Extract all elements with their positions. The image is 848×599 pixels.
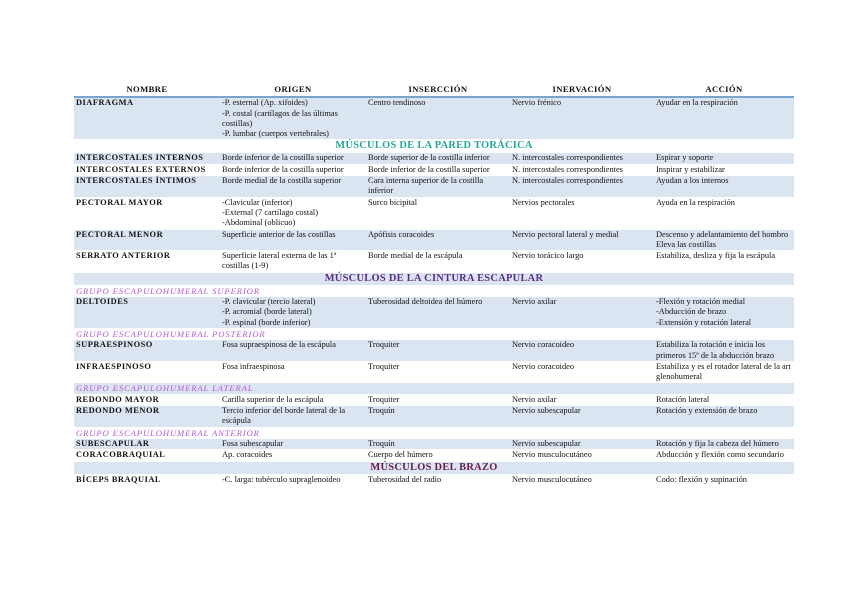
cell-inervacion: N. intercostales correspondientes [510, 176, 654, 198]
origen-line: Borde inferior de la costilla superior [222, 164, 344, 174]
cell-nombre: SERRATO ANTERIOR [74, 251, 220, 273]
cell-accion [654, 361, 794, 383]
cell-inervacion: Nervio pectoral lateral y medial [510, 229, 654, 251]
accion-line: Ayudar en la respiración [656, 98, 738, 108]
cell-origen [220, 474, 366, 485]
section-heading [74, 461, 794, 474]
cell-nombre: BÍCEPS BRAQUIAL [74, 474, 220, 485]
table-row [74, 474, 794, 485]
group-title: GRUPO ESCAPULOHUMERAL ANTERIOR [74, 427, 794, 438]
accion-line: Ayudan a los internos [656, 176, 729, 186]
cell-origen [220, 197, 366, 229]
group-title: GRUPO ESCAPULOHUMERAL LATERAL [74, 383, 794, 394]
cell-insercion: Cara interna superior de la costilla inferior [366, 176, 510, 198]
cell-accion [654, 450, 794, 461]
section-title: MÚSCULOS DE LA CINTURA ESCAPULAR [74, 272, 794, 285]
origen-line: Fosa supraespinosa de la escápula [222, 340, 336, 350]
cell-origen [220, 361, 366, 383]
accion-line: Estabiliza la rotación e inicia los primeros 15º de la abducción brazo [656, 340, 775, 360]
cell-origen [220, 176, 366, 198]
cell-inervacion: Nervio musculocutáneo [510, 474, 654, 485]
cell-accion [654, 438, 794, 449]
cell-accion [654, 229, 794, 251]
origen-line: -Clavicular (inferior) [222, 197, 293, 207]
cell-nombre: INTERCOSTALES INTERNOS [74, 153, 220, 164]
cell-origen [220, 251, 366, 273]
section-heading [74, 140, 794, 153]
table-row [74, 229, 794, 251]
muscle-table [74, 82, 794, 486]
cell-origen [220, 340, 366, 362]
accion-line: -Abducción de brazo [656, 307, 727, 317]
accion-line: Rotación y extensión de brazo [656, 406, 758, 416]
origen-line: Ap. coracoides [222, 450, 273, 460]
cell-inervacion: Nervio axilar [510, 394, 654, 405]
accion-line: -Flexión y rotación medial [656, 297, 746, 307]
origen-line: -C. larga: tubérculo supraglenoideo [222, 474, 341, 484]
origen-line: -Abdominal (oblicuo) [222, 218, 296, 228]
cell-insercion: Troquín [366, 406, 510, 428]
cell-nombre: REDONDO MENOR [74, 406, 220, 428]
cell-accion [654, 197, 794, 229]
cell-nombre: SUPRAESPINOSO [74, 340, 220, 362]
table-row [74, 97, 794, 140]
cell-accion [654, 394, 794, 405]
cell-nombre: PECTORAL MAYOR [74, 197, 220, 229]
cell-insercion: Apófisis coracoides [366, 229, 510, 251]
table-row [74, 438, 794, 449]
origen-line: -External (7 cartílago costal) [222, 207, 319, 217]
cell-accion [654, 474, 794, 485]
cell-insercion: Borde inferior de la costilla superior [366, 164, 510, 175]
cell-origen [220, 394, 366, 405]
cell-accion [654, 176, 794, 198]
origen-line: Fosa infraespinosa [222, 361, 285, 371]
cell-inervacion: Nervio torácico largo [510, 251, 654, 273]
cell-insercion: Troquiter [366, 394, 510, 405]
cell-insercion: Surco bicipital [366, 197, 510, 229]
origen-line: Tercio inferior del borde lateral de la escápula [222, 406, 346, 426]
cell-insercion: Tuberosidad deltoidea del húmero [366, 297, 510, 329]
cell-origen [220, 438, 366, 449]
group-title: GRUPO ESCAPULOHUMERAL SUPERIOR [74, 285, 794, 296]
table-row [74, 406, 794, 428]
group-heading [74, 427, 794, 438]
cell-nombre: CORACOBRAQUIAL [74, 450, 220, 461]
cell-nombre: INTERCOSTALES ÍNTIMOS [74, 176, 220, 198]
cell-accion [654, 153, 794, 164]
cell-nombre: DIAFRAGMA [74, 97, 220, 140]
header-row [74, 82, 794, 97]
accion-line: -Extensión y rotación lateral [656, 317, 752, 327]
cell-inervacion: Nervio coracoideo [510, 340, 654, 362]
cell-accion [654, 97, 794, 140]
origen-line: -P. acromial (borde lateral) [222, 307, 312, 317]
origen-line: -P. clavicular (tercio lateral) [222, 297, 316, 307]
cell-origen [220, 297, 366, 329]
cell-inervacion: Nervio musculocutáneo [510, 450, 654, 461]
table-row [74, 340, 794, 362]
origen-line: -P. lumbar (cuerpos vertebrales) [222, 129, 329, 139]
cell-insercion: Borde superior de la costilla inferior [366, 153, 510, 164]
table-row [74, 361, 794, 383]
table-row [74, 450, 794, 461]
cell-insercion: Borde medial de la escápula [366, 251, 510, 273]
section-title: MÚSCULOS DEL BRAZO [74, 461, 794, 474]
table-row [74, 251, 794, 273]
cell-origen [220, 97, 366, 140]
cell-insercion: Cuerpo del húmero [366, 450, 510, 461]
table-row [74, 197, 794, 229]
cell-accion [654, 164, 794, 175]
table-row [74, 153, 794, 164]
cell-inervacion: Nervio axilar [510, 297, 654, 329]
cell-origen [220, 229, 366, 251]
cell-origen [220, 406, 366, 428]
table-row [74, 176, 794, 198]
cell-inervacion: Nervio subescapular [510, 438, 654, 449]
header-nombre: NOMBRE [74, 82, 220, 97]
cell-nombre: INFRAESPINOSO [74, 361, 220, 383]
cell-insercion: Troquiter [366, 340, 510, 362]
table-row [74, 394, 794, 405]
accion-line: Ayuda en la respiración [656, 197, 735, 207]
origen-line: Carilla superior de la escápula [222, 394, 324, 404]
cell-inervacion: Nervio frénico [510, 97, 654, 140]
cell-nombre: PECTORAL MENOR [74, 229, 220, 251]
origen-line: Fosa subescapular [222, 438, 284, 448]
cell-accion [654, 340, 794, 362]
cell-inervacion: Nervio subescapular [510, 406, 654, 428]
table-body [74, 97, 794, 485]
cell-insercion: Troquín [366, 438, 510, 449]
section-title: MÚSCULOS DE LA PARED TORÁCICA [74, 140, 794, 153]
accion-line: Estabiliza, desliza y fija la escápula [656, 251, 776, 261]
cell-inervacion: Nervio coracoideo [510, 361, 654, 383]
section-heading [74, 272, 794, 285]
accion-line: Codo: flexión y supinación [656, 474, 747, 484]
cell-accion [654, 251, 794, 273]
cell-accion [654, 297, 794, 329]
group-heading [74, 285, 794, 296]
accion-line: Estabiliza y es el rotador lateral de la art glenohumeral [656, 361, 791, 382]
origen-line: Superficie anterior de las costillas [222, 229, 336, 239]
accion-line: Descenso y adelantamiento del hombro [656, 229, 789, 239]
origen-line: -P. espinal (borde inferior) [222, 317, 311, 327]
cell-origen [220, 164, 366, 175]
origen-line: Borde medial de la costilla superior [222, 176, 342, 186]
accion-line: Rotación lateral [656, 394, 710, 404]
table-row [74, 297, 794, 329]
cell-nombre: SUBESCAPULAR [74, 438, 220, 449]
cell-inervacion: N. intercostales correspondientes [510, 153, 654, 164]
cell-insercion: Troquiter [366, 361, 510, 383]
cell-nombre: REDONDO MAYOR [74, 394, 220, 405]
origen-line: -P. esternal (Ap. xifoides) [222, 98, 308, 108]
group-title: GRUPO ESCAPULOHUMERAL POSTERIOR [74, 328, 794, 339]
cell-nombre: INTERCOSTALES EXTERNOS [74, 164, 220, 175]
cell-nombre: DELTOIDES [74, 297, 220, 329]
accion-line: Abducción y flexión como secundario [656, 450, 784, 460]
accion-line: Inspirar y estabilizar [656, 164, 725, 174]
accion-line: Eleva las costillas [656, 239, 717, 249]
cell-insercion: Tuberosidad del radio [366, 474, 510, 485]
group-heading [74, 328, 794, 339]
accion-line: Espirar y soporte [656, 153, 714, 163]
header-inervacion: INERVACIÓN [510, 82, 654, 97]
group-heading [74, 383, 794, 394]
accion-line: Rotación y fija la cabeza del húmero [656, 438, 779, 448]
cell-inervacion: Nervios pectorales [510, 197, 654, 229]
cell-insercion: Centro tendinoso [366, 97, 510, 140]
header-origen: ORIGEN [220, 82, 366, 97]
cell-accion [654, 406, 794, 428]
cell-inervacion: N. intercostales correspondientes [510, 164, 654, 175]
cell-origen [220, 450, 366, 461]
origen-line: Superficie lateral externa de las 1ª costillas (1-9) [222, 251, 337, 271]
origen-line: Borde inferior de la costilla superior [222, 153, 344, 163]
origen-line: -P. costal (cartílagos de las últimas costillas) [222, 108, 338, 128]
cell-origen [220, 153, 366, 164]
header-accion: ACCIÓN [654, 82, 794, 97]
header-insercion: INSERCCIÓN [366, 82, 510, 97]
table-row [74, 164, 794, 175]
